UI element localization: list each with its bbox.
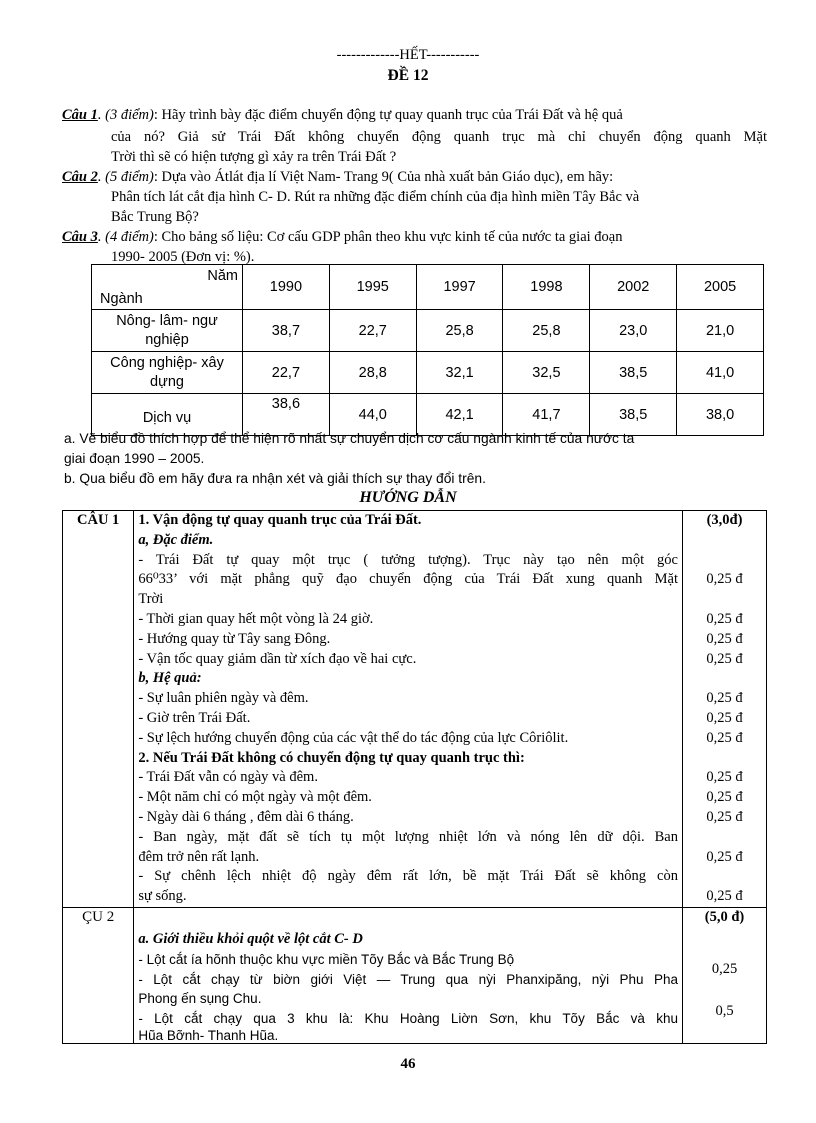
table-row: CÂU 1 1. Vận động tự quay quanh trục của Trái Đất. a, Đặc điểm. - Trái Đất tự quay một trục ( tưởng tượng). Trục này tạo nên một góc 66⁰33’ với mặt phẳng quỹ đạo chuyển động của Trái Đất xung quanh Mặt Trời - Thời gian quay hết một vòng là 24 giờ. - Hướng quay từ Tây sang Đông. - Vận tốc quay giảm dần từ xích đạo về hai cực. b, Hệ quả: - Sự luân phiên ngày và đêm. - Giờ trên Trái Đất. - Sự lệch hướng chuyển động của các vật thể do tác động của lực Côriôlit. 2. Nếu Trái Đất không có chuyển động tự quay quanh trục thì: - Trái Đất vẫn có ngày và đêm. - Một năm chỉ có một ngày và một đêm. - Ngày dài 6 tháng , đêm dài 6 tháng. - Ban ngày, mặt đất sẽ tích tụ một lượng nhiệt lớn và nóng lên dữ dội. Ban đêm trở nên rất lạnh. - Sự chênh lệch nhiệt độ ngày đêm rất lớn, bề mặt Trái Đất sẽ không còn sự sống. (3,0đ) 0,25 đ 0,25 đ 0,25 đ 0,25 đ 0,25 đ 0,25 đ 0,25 đ 0,25 đ 0,25 đ 0,25 đ 0,25 đ 0,25 đ <box>63 511 767 908</box>
table-row: ÇU 2 a. Giới thiều khỏi quột về lột cắt C- D - Lột cắt ía hõnh thuộc khu vực miền Tõy Bắc và Bắc Trung Bộ - Lột cắt chạy từ biờn giới Việt — Trung qua nỳi Phanxipăng, nỳi Phu Pha Phong ến sụng Chu. - Lột cắt chạy qua 3 khu là: Khu Hoàng Liờn Sơn, khu Tõy Bắc và khu Hũa Bỡnh- Thanh Hũa. (5,0 đ) 0,25 0,5 <box>63 907 767 1043</box>
cau1-point: 0,25 đ <box>706 650 743 667</box>
cau1-point <box>683 867 766 887</box>
cau1-point: 0,25 đ <box>706 571 743 588</box>
cau1-line: - Trái Đất tự quay một trục ( tưởng tượng). Trục này tạo nên một góc <box>138 551 678 568</box>
cau1-total-points: (3,0đ) <box>706 512 743 528</box>
cau1-line: a, Đặc điểm. <box>138 531 214 548</box>
cau1-point: 0,25 đ <box>706 729 743 746</box>
end-marker: -------------HẾT----------- <box>336 47 480 63</box>
cau1-point <box>683 669 766 689</box>
table-corner-cell: Năm Ngành <box>92 265 243 310</box>
cau1-points <box>683 511 767 908</box>
cau1-line: - Vận tốc quay giảm dần từ xích đạo về hai cực. <box>138 650 417 667</box>
cau1-line: - Thời gian quay hết một vòng là 24 giờ. <box>138 610 374 627</box>
cau2-content: a. Giới thiều khỏi quột về lột cắt C- D - Lột cắt ía hõnh thuộc khu vực miền Tõy Bắc và Bắc Trung Bộ - Lột cắt chạy từ biờn giới Việt — Trung qua nỳi Phanxipăng, nỳi Phu Pha Phong ến sụng Chu. - Lột cắt chạy qua 3 khu là: Khu Hoàng Liờn Sơn, khu Tõy Bắc và khu Hũa Bỡnh- Thanh Hũa. <box>134 907 683 1043</box>
table-row: Dịch vụ 38,6 44,0 42,1 41,7 38,5 38,0 <box>92 394 764 436</box>
cau1-point: 0,25 đ <box>706 808 743 825</box>
year-header: 1997 <box>416 265 503 310</box>
cau1-line: 66⁰33’ với mặt phẳng quỹ đạo chuyển động của Trái Đất xung quanh Mặt <box>138 571 678 588</box>
exam-title: ĐỀ 12 <box>387 67 429 84</box>
cau1-line: Trời <box>138 591 164 608</box>
cau1-line: đêm trở nên rất lạnh. <box>138 848 260 865</box>
cau1-line: - Sự lệch hướng chuyển động của các vật thể do tác động của lực Côriôlit. <box>138 729 569 746</box>
cau1-line: b, Hệ quả: <box>138 670 202 687</box>
cau1-point <box>683 749 766 769</box>
table-row: Nông- lâm- ngư nghiệp 38,7 22,7 25,8 25,8 23,0 21,0 <box>92 310 764 352</box>
cau1-point <box>683 590 766 610</box>
gdp-structure-table <box>91 264 764 436</box>
cau1-line: - Giờ trên Trái Đất. <box>138 709 251 726</box>
cau1-point <box>683 531 766 551</box>
answer-guide-table <box>62 510 767 1044</box>
cau1-line: - Sự luân phiên ngày và đêm. <box>138 690 309 707</box>
cau1-point: 0,25 đ <box>706 848 743 865</box>
cau1-point <box>683 551 766 571</box>
year-header: 1998 <box>503 265 590 310</box>
cau1-point: 0,25 đ <box>706 690 743 707</box>
guide-title: HƯỚNG DẪN <box>359 489 457 506</box>
page-number: 46 <box>400 1056 416 1072</box>
cau1-point: 0,25 đ <box>706 789 743 806</box>
cau1-line: - Sự chênh lệch nhiệt độ ngày đêm rất lớn, bề mặt Trái Đất sẽ không còn <box>138 868 678 885</box>
cau1-line: - Hướng quay từ Tây sang Đông. <box>138 630 331 647</box>
cau1-point: 0,25 đ <box>706 709 743 726</box>
cau1-point: 0,25 đ <box>706 630 743 647</box>
cau1-line: - Một năm chỉ có một ngày và một đêm. <box>138 789 372 806</box>
year-header: 1995 <box>329 265 416 310</box>
year-header: 1990 <box>243 265 330 310</box>
cau1-line: 2. Nếu Trái Đất không có chuyển động tự quay quanh trục thì: <box>138 749 525 766</box>
cau1-point: 0,25 đ <box>706 888 743 905</box>
cau1-line: - Ban ngày, mặt đất sẽ tích tụ một lượng nhiệt lớn và nóng lên dữ dội. Ban <box>138 828 678 845</box>
cau1-line: 1. Vận động tự quay quanh trục của Trái Đất. <box>138 512 422 528</box>
table-row: Công nghiệp- xây dựng 22,7 28,8 32,1 32,5 38,5 41,0 <box>92 352 764 394</box>
cau1-line: - Trái Đất vẫn có ngày và đêm. <box>138 769 318 786</box>
year-header: 2005 <box>677 265 764 310</box>
cau1-content <box>134 511 683 908</box>
cau1-line: sự sống. <box>138 888 187 905</box>
cau1-point: 0,25 đ <box>706 769 743 786</box>
cau2-points: (5,0 đ) 0,25 0,5 <box>683 907 767 1043</box>
cau1-line: - Ngày dài 6 tháng , đêm dài 6 tháng. <box>138 808 354 825</box>
year-header: 2002 <box>590 265 677 310</box>
cau1-point: 0,25 đ <box>706 610 743 627</box>
cau1-point <box>683 828 766 848</box>
